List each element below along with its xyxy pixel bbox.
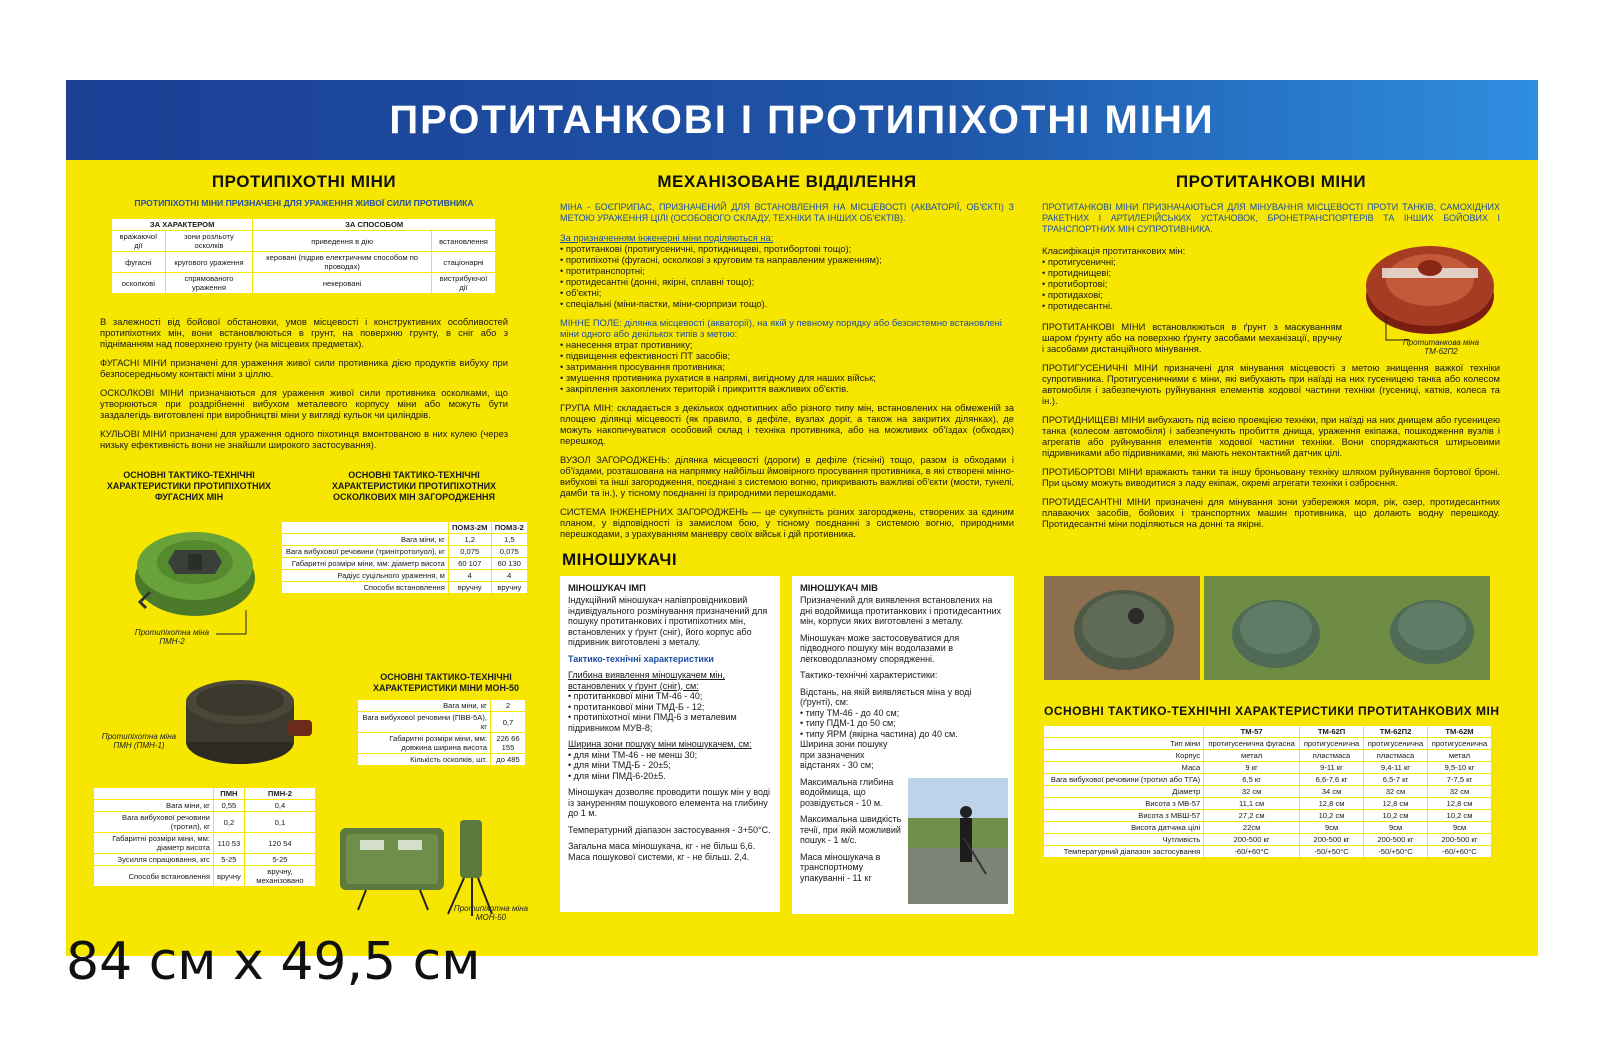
- list1-item: • протидесантні (донні, якірні, сплавні тощо);: [560, 276, 755, 287]
- class-table: [112, 219, 496, 294]
- cell: приведення в дію: [253, 231, 432, 252]
- cell: вручну, механізовано: [244, 866, 315, 887]
- miv-text2: Міношукач може застосовуватися для підводного пошуку мін водолазами в легководолазному спорядженні.: [800, 632, 960, 664]
- cell: -50/+50°С: [1300, 846, 1364, 858]
- cell: 9,5-10 кг: [1427, 762, 1491, 774]
- cell: 0,55: [213, 800, 244, 812]
- side-text: ПРОТИБОРТОВІ МІНИ вражають танки та іншу броньовану техніку шляхом руйнування бортової броні. При цьому можуть виводитися з ладу екіпаж, окремі агрегати техніки і озброєння.: [1042, 466, 1500, 488]
- left-p1: В залежності від бойової обстановки, умов місцевості і конструктивних особливостей протипіхотних мін, вони встановлюються в грунт, на поверхню грунту, в сніг або з підніманням над поверхнею грунту (на місцевих предметах).: [100, 316, 508, 349]
- cell: 10,2 см: [1427, 810, 1491, 822]
- caption-mon50: Протипіхотна міна МОН-50: [453, 904, 529, 922]
- cell: фугасні: [112, 252, 165, 273]
- cell: 9см: [1300, 822, 1364, 834]
- cell: [94, 788, 213, 800]
- list1-title: За призначенням інженерні міни поділяються на:: [560, 232, 774, 243]
- left-p4: КУЛЬОВІ МІНИ призначені для ураження одного піхотинця вмонтованою в них кулею (через низьку ефективність вони не знайшли широкого застосування).: [100, 428, 508, 450]
- cell: Габаритні розміри міни, мм: діаметр висота: [282, 558, 448, 570]
- cell: Висота з МВШ-57: [1044, 810, 1204, 822]
- class-item: • протибортові;: [1042, 278, 1108, 289]
- cell: 9 кг: [1204, 762, 1300, 774]
- cell: 12,8 см: [1364, 798, 1428, 810]
- cell: 0,075: [491, 546, 527, 558]
- cell: -60/+60°С: [1427, 846, 1491, 858]
- list1-item: • протитранспортні;: [560, 265, 645, 276]
- cell: 6,6-7,6 кг: [1300, 774, 1364, 786]
- cell: Вага міни, кг: [94, 800, 213, 812]
- miv-text1: Призначений для виявлення встановлених на дні водоймища протитанкових і протидесантних мін, корпуси яких виготовлені з металу.: [800, 595, 1001, 626]
- list1-item: • спеціальні (міни-пастки, міни-сюрпризи тощо).: [560, 298, 768, 309]
- antipersonnel-subheading: ПРОТИПІХОТНІ МІНИ ПРИЗНАЧЕНІ ДЛЯ УРАЖЕННЯ ЖИВОЇ СИЛИ ПРОТИВНИКА: [134, 198, 474, 208]
- cell: 32 см: [1364, 786, 1428, 798]
- cell: стаціонарні: [431, 252, 495, 273]
- imp-water: Міношукач дозволяє проводити пошук мін у воді із зануренням пошукового елемента на глибину до 1 м.: [568, 787, 771, 818]
- cell: Вага вибухової речовини (тринітротолуол), кг: [282, 546, 448, 558]
- leader-line-icon: [1382, 316, 1412, 346]
- cell: 10,2 см: [1300, 810, 1364, 822]
- cell: Зусилля спрацювання, кгс: [94, 854, 213, 866]
- cell: Радіус суцільного ураження, м: [282, 570, 448, 582]
- antipersonnel-heading: ПРОТИПІХОТНІ МІНИ: [211, 172, 397, 191]
- antitank-table-title: ОСНОВНІ ТАКТИКО-ТЕХНІЧНІ ХАРАКТЕРИСТИКИ ПРОТИТАНКОВИХ МІН: [1044, 704, 1500, 718]
- miv-dist-item: • типу ЯРМ (якірна частина) до 40 см.: [800, 728, 958, 739]
- imp-depth-item: • протитанкової міни ТМД-Б - 12;: [568, 701, 705, 712]
- cell: ПМН: [213, 788, 244, 800]
- cell: 9см: [1427, 822, 1491, 834]
- track-text: ПРОТИГУСЕНИЧНІ МІНИ призначені для мінування місцевості з метою знищення важкої техніки супротивника. Протигусеничними є міни, які вибухають при наїзді на них гусеницею танка або колесом автомобіля і забезпечують руйнування елементів ходової частини техніки (гусениці, катків, колеса та ін.).: [1042, 362, 1500, 406]
- cell: ТМ-62М: [1427, 726, 1491, 738]
- cell: 6,5 кг: [1204, 774, 1300, 786]
- left-column: [94, 172, 514, 458]
- list2-item: • затримання просування противника;: [560, 361, 725, 372]
- pomz-table: [282, 522, 528, 594]
- cell: 11,1 см: [1204, 798, 1300, 810]
- landing-text: ПРОТИДЕСАНТНІ МІНИ призначені для мінування зони узбережжя моря, рік, озер, протидесантних плаваючих засобів, бойових і транспортних машин противника, що долають водну перешкоду. Протидесантні міни поділяються на донні та якірні.: [1042, 496, 1500, 529]
- class-h2: ЗА СПОСОБОМ: [253, 219, 496, 231]
- cell: ПМН-2: [244, 788, 315, 800]
- cell: Кількість осколків, шт.: [358, 754, 490, 766]
- caption-tm62p2: Протитанкова міна ТМ-62П2: [1402, 338, 1480, 356]
- cell: -50/+50°С: [1364, 846, 1428, 858]
- cell: Вага міни, кг: [358, 700, 490, 712]
- cell: 1,5: [491, 534, 527, 546]
- cell: 1,2: [448, 534, 491, 546]
- cell: 226 66 155: [490, 733, 525, 754]
- field-title: МІННЕ ПОЛЕ: ділянка місцевості (акваторії), на якій у певному порядку або безсистемно встановлені міни одного або декількох типів з метою:: [560, 317, 1002, 339]
- cell: вражаючої дії: [112, 231, 165, 252]
- sub-oskol: ОСНОВНІ ТАКТИКО-ТЕХНІЧНІ ХАРАКТЕРИСТИКИ ПРОТИПІХОТНИХ ОСКОЛКОВИХ МІН ЗАГОРОДЖЕННЯ: [331, 470, 497, 502]
- cell: 120 54: [244, 833, 315, 854]
- cell: 2: [490, 700, 525, 712]
- mine-pmn-icon: [178, 672, 318, 772]
- imp-mass: Загальна маса міношукача, кг - не більш 6,6. Маса пошукової системи, кг - не більш. 2,4.: [568, 841, 756, 862]
- cell: ТМ-57: [1204, 726, 1300, 738]
- miv-dist-item: • типу ТМ-46 - до 40 см;: [800, 707, 900, 718]
- install-text: ПРОТИТАНКОВІ МІНИ встановлюються в ґрунт з маскуванням шаром ґрунту або на поверхню ґрунту засобами механізації, вручну і засобами дистанційного мінування.: [1042, 321, 1342, 354]
- imp-temp: Температурний діапазон застосування - 3+50°C.: [568, 824, 771, 835]
- cell: протигусенична: [1300, 738, 1364, 750]
- cell: Корпус: [1044, 750, 1204, 762]
- group-text: ГРУПА МІН: складається з декількох однотипних або різного типу мін, встановлених на обмеженій за площею ділянці місцевості (як правило, в дефіле, вузлах доріг, а також на закритих ділянках), де можуть накопичуватися особовий склад і техніка противника, або на можливих об'їздах (обходах) перешкод.: [560, 402, 1014, 446]
- cell: Висота датчика цілі: [1044, 822, 1204, 834]
- cell: Температурний діапазон застосування: [1044, 846, 1204, 858]
- caption-pmn: Протипіхотна міна ПМН (ПМН-1): [101, 732, 177, 750]
- cell: 60 107: [448, 558, 491, 570]
- class-item: • протидесантні.: [1042, 300, 1113, 311]
- cell: керовані (підрив електричним способом по проводах): [253, 252, 432, 273]
- page-title: ПРОТИТАНКОВІ І ПРОТИПІХОТНІ МІНИ: [389, 97, 1215, 142]
- cell: 4: [491, 570, 527, 582]
- leader-line-icon: [216, 610, 256, 640]
- cell: до 485: [490, 754, 525, 766]
- miv-mass: Маса міношукача в транспортному упакуванні - 11 кг: [800, 851, 881, 883]
- cell: протигусенична: [1427, 738, 1491, 750]
- node-text: ВУЗОЛ ЗАГОРОДЖЕНЬ: ділянка місцевості (дороги) в дефіле (тісніні) тощо, разом із обходами і об'їздами, розташована на напрямку найбільш ймовірного просування противника, в які створені мінно-вибухові та інші загородження, поєднані з системою вогню, прикривають важливі об'єкти (мости, тунелі, дамби та ін.), у тісному поєднанні із природними перешкодами.: [560, 454, 1014, 498]
- cell: 200-500 кг: [1427, 834, 1491, 846]
- list1-item: • протипіхотні (фугасні, осколкові з круговим та направленим ураженням);: [560, 254, 882, 265]
- cell: осколкові: [112, 273, 165, 294]
- mechanized-heading: МЕХАНІЗОВАНЕ ВІДДІЛЕННЯ: [657, 172, 917, 191]
- cell: [282, 522, 448, 534]
- cell: вручну: [448, 582, 491, 594]
- detectors-heading: МІНОШУКАЧІ: [562, 550, 678, 569]
- cell: 12,8 см: [1427, 798, 1491, 810]
- cell: 0,1: [244, 812, 315, 833]
- antitank-intro: ПРОТИТАНКОВІ МІНИ ПРИЗНАЧАЮТЬСЯ ДЛЯ МІНУВАННЯ МІСЦЕВОСТІ ПРОТИ ТАНКІВ, САМОХІДНИХ РАКЕТНИХ І АРТИЛЕРІЙСЬКИХ УСТАНОВОК, БРОНЕТРАНСПОРТЕРІВ ТА ІНШИХ БОЙОВИХ І ТРАНСПОРТНИХ МІН СУПРОТИВНИКА.: [1042, 202, 1500, 234]
- cell: кругового ураження: [165, 252, 253, 273]
- poster: [66, 80, 1538, 956]
- cell: 200-500 кг: [1300, 834, 1364, 846]
- cell: ПОМЗ-2: [491, 522, 527, 534]
- cell: встановлення: [431, 231, 495, 252]
- mine-definition: МІНА - БОЄПРИПАС, ПРИЗНАЧЕНИЙ ДЛЯ ВСТАНОВЛЕННЯ НА МІСЦЕВОСТІ (АКВАТОРІЇ, ОБ'ЄКТІ) З МЕТОЮ УРАЖЕННЯ ЦІЛІ (ОСОБОВОГО СКЛАДУ, ТЕХНІКИ ТА ІНШИХ ОБ'ЄКТІВ).: [560, 202, 1014, 223]
- mine-pmn2-icon: [130, 520, 260, 620]
- list2-item: • нанесення втрат противнику;: [560, 339, 693, 350]
- cell: протигусенична фугасна: [1204, 738, 1300, 750]
- cell: 200-500 кг: [1364, 834, 1428, 846]
- miv-dist-title: Відстань, на якій виявляється міна у воді (ґрунті), см:: [800, 686, 972, 707]
- cell: Діаметр: [1044, 786, 1204, 798]
- list2-item: • закріплення захоплених територій і прикриття важливих об'єктів.: [560, 383, 849, 394]
- miv-dist-item: • типу ПДМ-1 до 50 см;: [800, 718, 896, 728]
- imp-box: [560, 576, 780, 912]
- cell: 0,075: [448, 546, 491, 558]
- imp-depth-item: • протипіхотної міни ПМД-6 з металевим підривником МУВ-8;: [568, 712, 737, 733]
- cell: некеровані: [253, 273, 432, 294]
- field-mines-photo-icon: [1044, 576, 1490, 680]
- cell: 200-500 кг: [1204, 834, 1300, 846]
- cell: метал: [1427, 750, 1491, 762]
- cell: 110 53: [213, 833, 244, 854]
- cell: 0,2: [213, 812, 244, 833]
- miv-depth: Максимальна глибина водоймища, що розвідується - 10 м.: [800, 776, 894, 808]
- cell: 32 см: [1427, 786, 1491, 798]
- pmn-table: [94, 788, 316, 887]
- miv-box: [792, 576, 1014, 914]
- list1-item: • об'єктні;: [560, 287, 602, 298]
- cell: зони розльоту осколків: [165, 231, 253, 252]
- cell: 5-25: [244, 854, 315, 866]
- list2-item: • підвищення ефективності ПТ засобів;: [560, 350, 731, 361]
- cell: 12,8 см: [1300, 798, 1364, 810]
- cell: Висота з МВ-57: [1044, 798, 1204, 810]
- system-text: СИСТЕМА ІНЖЕНЕРНИХ ЗАГОРОДЖЕНЬ — це сукупність різних загороджень, створених за єдиним планом, у відповідності із замислом бою, у тісному поєднанні з системою вогню, природними перешкодами, з урахуванням маневру своїх військ і дій противника.: [560, 506, 1014, 539]
- cell: 10,2 см: [1364, 810, 1428, 822]
- imp-width-title: Ширина зони пошуку міни міношукачем, см:: [568, 739, 752, 749]
- sub-mon: ОСНОВНІ ТАКТИКО-ТЕХНІЧНІ ХАРАКТЕРИСТИКИ МІНИ МОН-50: [372, 672, 520, 693]
- cell: вистрибуючої дії: [431, 273, 495, 294]
- cell: 4: [448, 570, 491, 582]
- cell: метал: [1204, 750, 1300, 762]
- middle-column: [560, 172, 1014, 547]
- class-item: • протидахові;: [1042, 289, 1103, 300]
- mon-table: [358, 700, 526, 766]
- imp-depth-item: • протитанкової міни ТМ-46 - 40;: [568, 691, 703, 701]
- cell: Габаритні розміри міни, мм: діаметр висота: [94, 833, 213, 854]
- miv-zone: Ширина зони пошуку при зазначених відстанях - 30 см;: [800, 739, 888, 770]
- cell: ТМ-62П: [1300, 726, 1364, 738]
- title-banner: [66, 80, 1538, 160]
- cell: пластмаса: [1300, 750, 1364, 762]
- cell: 0,4: [244, 800, 315, 812]
- cell: 9,4-11 кг: [1364, 762, 1428, 774]
- miv-title: МІНОШУКАЧ МІВ: [800, 582, 878, 593]
- imp-tth: Тактико-технічні характеристики: [568, 653, 714, 664]
- list2-item: • змушення противника рухатися в напрямі, вигідному для наших військ;: [560, 372, 876, 383]
- cell: Вага міни, кг: [282, 534, 448, 546]
- cell: -60/+60°С: [1204, 846, 1300, 858]
- antitank-heading: ПРОТИТАНКОВІ МІНИ: [1175, 172, 1367, 191]
- cell: 60 130: [491, 558, 527, 570]
- cell: ПОМЗ-2М: [448, 522, 491, 534]
- miv-tth: Тактико-технічні характеристики:: [800, 670, 938, 680]
- list1-item: • протитанкові (протигусеничні, протиднищеві, протибортові тощо);: [560, 243, 852, 254]
- left-p3: ОСКОЛКОВІ МІНИ призначаються для ураження живої сили противника осколками, що утворюються при роздрібненні вибухом металевого корпусу міни або можуть бути заздалегідь виготовлені при виробництві міни у вигляді кульок чи циліндрів.: [100, 387, 508, 420]
- left-p2: ФУГАСНІ МІНИ призначені для ураження живої сили противника дією продуктів вибуху при безпосередньому контакті міни з ціллю.: [100, 357, 508, 379]
- cell: протигусенична: [1364, 738, 1428, 750]
- sub-fugas: ОСНОВНІ ТАКТИКО-ТЕХНІЧНІ ХАРАКТЕРИСТИКИ ПРОТИПІХОТНИХ ФУГАСНИХ МІН: [106, 470, 272, 502]
- cell: Вага вибухової речовини (тротил або ТГА): [1044, 774, 1204, 786]
- cell: пластмаса: [1364, 750, 1428, 762]
- cell: Вага вибухової речовини (ПВВ-5А), кг: [358, 712, 490, 733]
- cell: 32 см: [1204, 786, 1300, 798]
- cell: вручну: [213, 866, 244, 887]
- size-label: 84 см х 49,5 см: [66, 932, 481, 992]
- cell: Чутливість: [1044, 834, 1204, 846]
- cell: 7-7,5 кг: [1427, 774, 1491, 786]
- imp-title: МІНОШУКАЧ ІМП: [568, 582, 646, 593]
- cell: 9-11 кг: [1300, 762, 1364, 774]
- imp-width-item: • для міни ТМ-46 - не менш 30;: [568, 749, 698, 760]
- antitank-table: [1044, 726, 1492, 858]
- cell: спрямованого ураження: [165, 273, 253, 294]
- imp-width-item: • для міни ТМД-Б - 20±5;: [568, 760, 671, 770]
- cell: 0,7: [490, 712, 525, 733]
- cell: Способи встановлення: [94, 866, 213, 887]
- caption-pmn2: Протипіхотна міна ПМН-2: [134, 628, 210, 646]
- class-item: • протигусеничні;: [1042, 256, 1116, 267]
- cell: Маса: [1044, 762, 1204, 774]
- cell: 6,5-7 кг: [1364, 774, 1428, 786]
- cell: 34 см: [1300, 786, 1364, 798]
- cell: ТМ-62П2: [1364, 726, 1428, 738]
- cell: Вага вибухової речовини (тротил), кг: [94, 812, 213, 833]
- cell: 22см: [1204, 822, 1300, 834]
- cell: Способи встановлення: [282, 582, 448, 594]
- imp-depth-title: Глибина виявлення міношукачем мін, встановлених у ґрунт (сніг), см:: [568, 670, 725, 691]
- class-title: Класифікація протитанкових мін:: [1042, 245, 1186, 256]
- imp-width-item: • для міни ПМД-6-20±5.: [568, 770, 666, 781]
- cell: Габаритні розміри міни, мм: довжина ширина висота: [358, 733, 490, 754]
- cell: Тип міни: [1044, 738, 1204, 750]
- cell: 9см: [1364, 822, 1428, 834]
- class-item: • протиднищеві;: [1042, 267, 1112, 278]
- cell: 27,2 см: [1204, 810, 1300, 822]
- cell: [1044, 726, 1204, 738]
- bottom-text: ПРОТИДНИЩЕВІ МІНИ вибухають під всією проекцією техніки, при наїзді на них днищем або гусеницею танка (колесом автомобіля) і забезпечують пробиття днища, ураження екіпажа, пошкодження вузлів і агрегатів або руйнування елементів ходової частини техніки. Вони споряджаються штирьовими підривниками або підривниками, які мають неконтактний датчик цілі.: [1042, 414, 1500, 458]
- cell: 5-25: [213, 854, 244, 866]
- imp-text: Індукційний міношукач напівпровідниковий індивідуального розмінування призначений для пошуку протитанкових і протипіхотних мін, встановлених у ґрунт (сніг), його корпус або підривник виготовлені з металу.: [568, 595, 768, 647]
- class-h1: ЗА ХАРАКТЕРОМ: [112, 219, 253, 231]
- miv-speed: Максимальна швидкість течії, при якій можливий пошук - 1 м/с.: [800, 814, 902, 845]
- cell: вручну: [491, 582, 527, 594]
- detector-photo-icon: [908, 778, 1008, 904]
